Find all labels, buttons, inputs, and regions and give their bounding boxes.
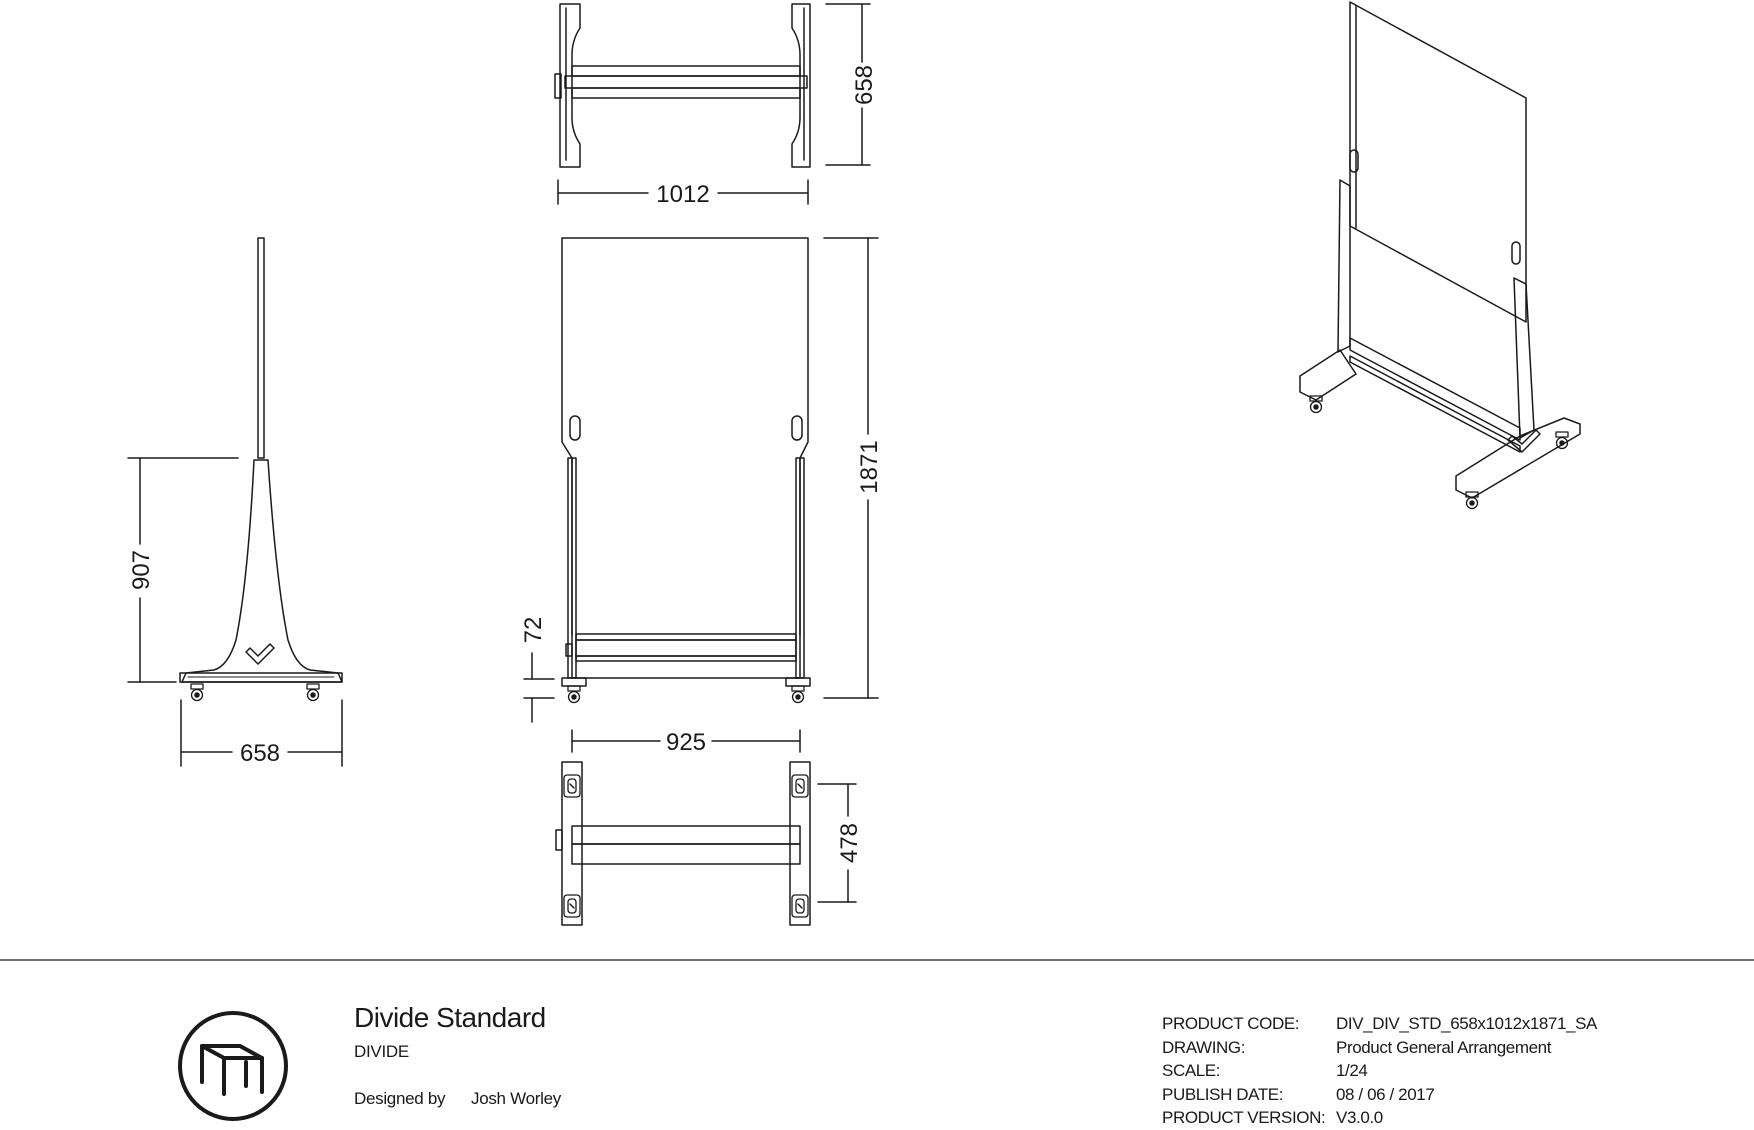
- dim-bottom-caster-spacing: 478: [836, 822, 863, 864]
- spec-row-drawing: [1162, 1036, 1597, 1060]
- spec-label: DRAWING:: [1162, 1037, 1246, 1057]
- spec-value: V3.0.0: [1336, 1108, 1383, 1127]
- spec-row-scale: [1162, 1059, 1597, 1083]
- spec-value: Product General Arrangement: [1336, 1037, 1552, 1057]
- designer-name: Josh Worley: [471, 1089, 561, 1108]
- product-range: DIVIDE: [354, 1042, 409, 1061]
- front-view: [562, 238, 810, 703]
- spec-label: PRODUCT VERSION:: [1162, 1108, 1326, 1127]
- spec-label: PRODUCT CODE:: [1162, 1014, 1300, 1033]
- spec-label: PUBLISH DATE:: [1162, 1084, 1284, 1104]
- spec-value: DIV_DIV_STD_658x1012x1871_SA: [1336, 1014, 1597, 1033]
- spec-row-product-code: [1162, 1012, 1597, 1036]
- bottom-view: [556, 762, 810, 925]
- dim-top-depth: 658: [851, 64, 878, 106]
- top-view: [555, 4, 810, 167]
- product-name: Divide Standard: [354, 1002, 546, 1033]
- dim-top-width: 1012: [656, 181, 710, 208]
- dim-side-depth: 658: [239, 740, 281, 767]
- spec-value: 08 / 06 / 2017: [1336, 1084, 1435, 1104]
- dim-front-height: 1871: [856, 440, 883, 494]
- dim-front-inner-width: 925: [665, 729, 707, 756]
- isometric-view: [1300, 2, 1580, 509]
- spec-value: 1/24: [1336, 1061, 1368, 1080]
- dim-front-clearance: 72: [520, 616, 547, 644]
- side-view: [180, 238, 342, 701]
- dim-side-height: 907: [128, 549, 155, 591]
- spec-label: SCALE:: [1162, 1061, 1221, 1080]
- spec-table: [1162, 1012, 1597, 1130]
- brand-logo: [180, 1013, 286, 1119]
- spec-row-publish-date: [1162, 1083, 1597, 1107]
- designed-by-label: Designed by: [354, 1089, 446, 1108]
